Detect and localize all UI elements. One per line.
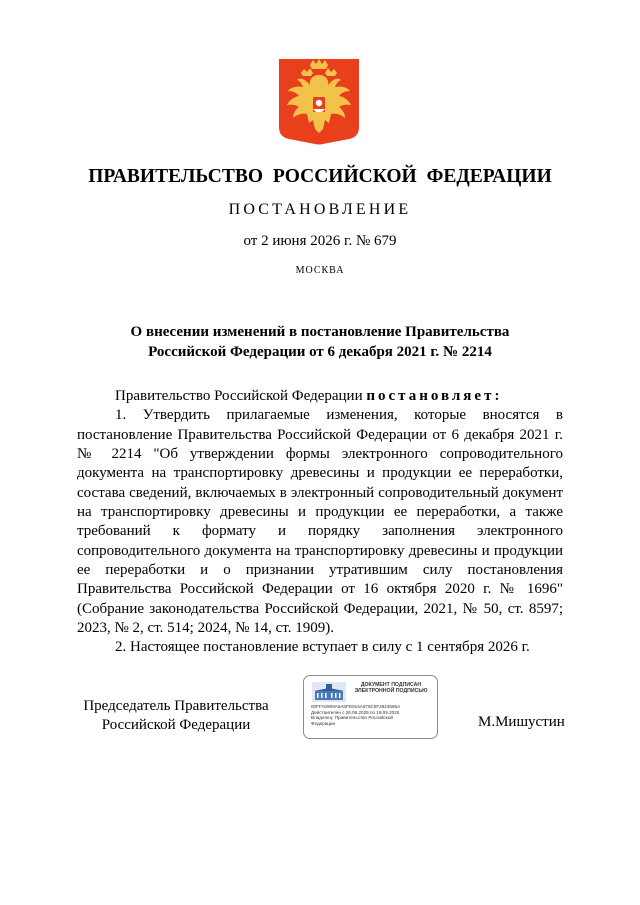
signatory-position xyxy=(70,697,282,735)
document-subject xyxy=(90,323,550,362)
signatory-name: М.Мишустин xyxy=(478,714,565,730)
intro-text: Правительство Российской Федерации xyxy=(115,388,363,404)
subject-line-2: Российской Федерации от 6 декабря 2021 г. № 2214 xyxy=(148,343,492,360)
stamp-title-line-1: ДОКУМЕНТ ПОДПИСАН xyxy=(360,682,422,688)
organization-title: ПРАВИТЕЛЬСТВО РОССИЙСКОЙ ФЕДЕРАЦИИ xyxy=(88,166,552,187)
stamp-serial: 00FFA0909A5A6FD915A576C5F3823665A xyxy=(311,704,401,709)
stamp-title-line-2: ЭЛЕКТРОННОЙ ПОДПИСЬЮ xyxy=(354,688,428,695)
paragraph-item-1: 1. Утвердить прилагаемые изменения, которые вносятся в постановление Правительства Российской Федерации от 6 декабря 2021 г. № 2214 "Об утверждении формы электронного сопроводительного документа на транспортировку древесины и продукции ее переработки, состава сведений, включаемых в электронный сопроводительный документ на транспортировку древесины и продукции ее переработки, а также требований к формату и порядку заполнения электронного сопроводительного документа на транспортировку древесины и продукции ее переработки и о признании утратившим силу постановления Правительства Российской Федерации от 16 октября 2020 г. № 1696" (Собрание законодательства Российской Федерации, 2021, № 50, ст. 8597; 2023, № 2, ст. 514; 2024, № 14, ст. 1909). xyxy=(77,407,563,637)
stamp-owner-line-2: Федерации xyxy=(311,721,336,727)
government-building-icon xyxy=(312,682,346,702)
signatory-position-line-2: Российской Федерации xyxy=(101,717,251,733)
stamp-validity: Действителен с 26.06.2025 по 19.09.2026 xyxy=(311,709,400,715)
document-type: ПОСТАНОВЛЕНИЕ xyxy=(228,201,412,218)
stamp-owner-line-1: Владелец: Правительство Российской xyxy=(311,715,393,721)
stamp-details xyxy=(311,704,400,727)
electronic-signature-stamp xyxy=(303,675,438,739)
document-date-number: от 2 июня 2026 г. № 679 xyxy=(243,233,397,249)
subject-line-1: О внесении изменений в постановление Правительства xyxy=(130,324,510,340)
intro-paragraph xyxy=(77,387,563,406)
stamp-title xyxy=(348,682,434,695)
decree-word: постановляет: xyxy=(366,388,503,404)
signatory-position-line-1: Председатель Правительства xyxy=(83,698,269,714)
paragraph-item-2: 2. Настоящее постановление вступает в силу с 1 сентября 2026 г. xyxy=(115,639,530,656)
document-body xyxy=(77,387,563,658)
document-city: МОСКВА xyxy=(295,265,345,276)
coat-of-arms-emblem xyxy=(277,57,361,146)
